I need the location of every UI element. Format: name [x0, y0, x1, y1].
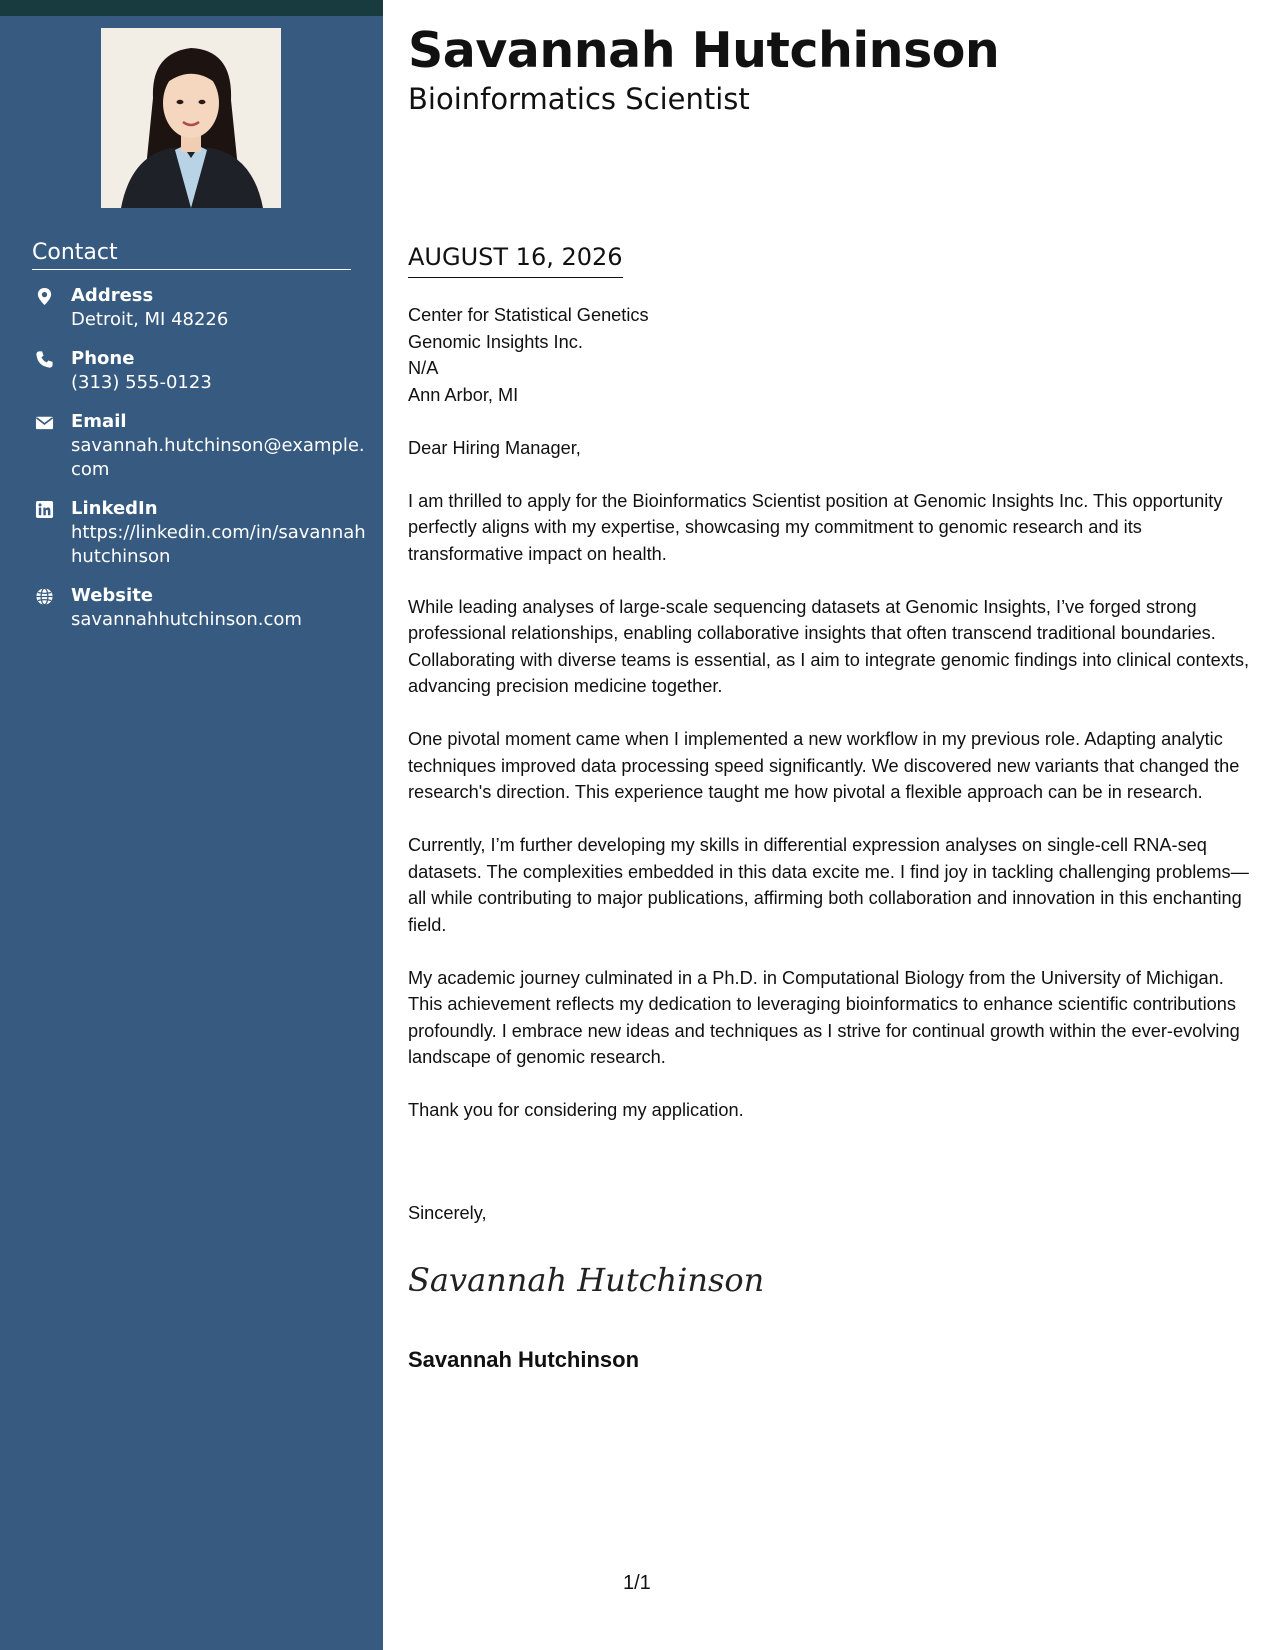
contact-value: Detroit, MI 48226 — [71, 309, 229, 330]
phone-icon — [35, 350, 54, 369]
paragraph: My academic journey culminated in a Ph.D. in Computational Biology from the University of Michigan. This achievement reflects my dedication to leveraging bioinformatics to enhance scientific contributions profoundly. I embrace new ideas and techniques as I strive for continual growth within the ever-evolving landscape of genomic research. — [408, 967, 1240, 1067]
paragraph: One pivotal moment came when I implemented a new workflow in my previous role. Adapting analytic techniques improved data processing speed significantly. We discovered new variants that changed the research's direction. This experience taught me how pivotal a flexible approach can be in research. — [408, 729, 1240, 802]
contact-label: Website — [71, 585, 154, 606]
contact-item-website — [32, 584, 362, 632]
contact-item-linkedin — [32, 497, 366, 569]
recipient-line: Center for Statistical Genetics — [408, 305, 649, 325]
signature — [408, 1253, 765, 1303]
contact-label: Address — [71, 285, 154, 306]
recipient-line: N/A — [408, 358, 439, 378]
recipient-block — [408, 302, 1253, 408]
location-pin-icon — [35, 287, 54, 306]
contact-item-address — [32, 284, 362, 332]
top-accent-bar — [0, 0, 383, 16]
contact-value: (313) 555-0123 — [71, 372, 212, 393]
contact-heading: Contact — [32, 240, 351, 270]
contact-item-phone — [32, 347, 362, 395]
recipient-line: Ann Arbor, MI — [408, 384, 519, 405]
contact-value[interactable]: savannah.hutchinson@example. com — [71, 435, 365, 480]
applicant-role: Bioinformatics Scientist — [408, 82, 750, 116]
contact-item-email — [32, 410, 365, 482]
paragraph: Currently, I’m further developing my skills in differential expression analyses on single-cell RNA-seq datasets. The complexities embedded in this data excite me. I find joy in tackling challenging problems—all while contributing to major publications, affirming both collaboration and innovation in this enchanting field. — [408, 835, 1249, 935]
linkedin-icon — [35, 500, 54, 519]
contact-list — [32, 284, 366, 647]
salutation: Dear Hiring Manager, — [408, 437, 581, 458]
thanks-line: Thank you for considering my application. — [408, 1100, 744, 1120]
envelope-icon — [35, 413, 54, 432]
contact-label: LinkedIn — [71, 498, 158, 519]
applicant-name: Savannah Hutchinson — [408, 22, 1000, 79]
letter-date: AUGUST 16, 2026 — [408, 243, 623, 278]
avatar — [101, 28, 281, 208]
contact-label: Email — [71, 411, 127, 432]
contact-value[interactable]: https://linkedin.com/in/savannah hutchinson — [71, 522, 366, 567]
contact-value[interactable]: savannahhutchinson.com — [71, 609, 302, 630]
page-number: 1/1 — [623, 1572, 651, 1594]
paragraph: I am thrilled to apply for the Bioinformatics Scientist position at Genomic Insights Inc. This opportunity perfectly aligns with my expertise, showcasing my commitment to genomic research and its transformative impact on health. — [408, 490, 1223, 564]
contact-label: Phone — [71, 348, 135, 369]
signer-name: Savannah Hutchinson — [408, 1347, 640, 1372]
letter-body — [408, 302, 1253, 1124]
recipient-line: Genomic Insights Inc. — [408, 331, 583, 352]
globe-icon — [35, 587, 54, 606]
paragraph: While leading analyses of large-scale sequencing datasets at Genomic Insights, I’ve forged strong professional relationships, enabling collaborative insights that often transcend traditional boundaries. Collaborating with diverse teams is essential, as I aim to integrate genomic findings into clinical contexts, advancing precision medicine together. — [408, 596, 1250, 696]
signature-text: Savannah Hutchinson — [408, 1261, 765, 1299]
closing: Sincerely, — [408, 1203, 487, 1223]
